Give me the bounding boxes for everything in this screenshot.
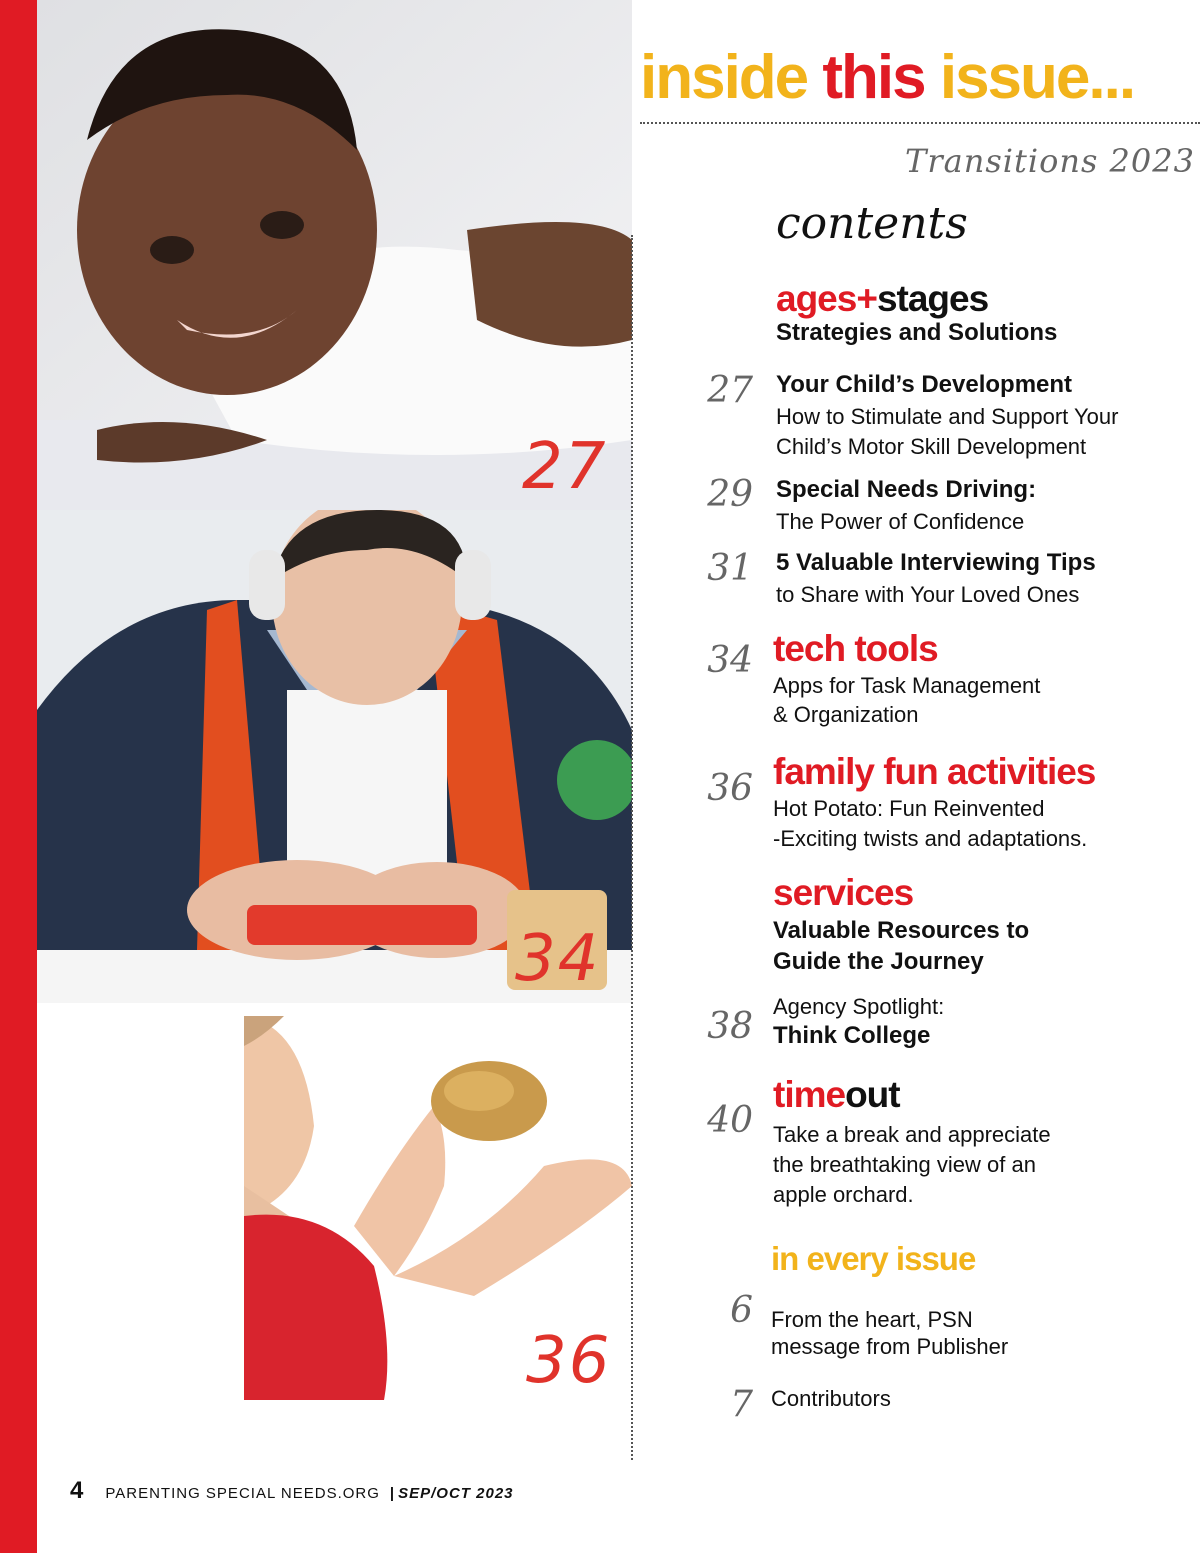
section-heading-timeout[interactable]	[773, 1074, 900, 1116]
article-title[interactable]: Your Child’s Development	[776, 371, 1073, 398]
article-title[interactable]: From the heart, PSN	[771, 1307, 973, 1332]
heading-red-part: services	[773, 872, 914, 913]
heading-red-part: time	[773, 1074, 846, 1115]
smiling-baby-photo	[37, 0, 632, 510]
title-part-this: this	[822, 43, 940, 112]
section-heading-tech-tools[interactable]	[773, 628, 938, 670]
page-number: 7	[730, 1384, 753, 1425]
girl-tossing-potato-photo	[244, 1016, 632, 1400]
footer-date: SEP/OCT 2023	[398, 1485, 514, 1502]
article-description: Agency Spotlight:	[773, 994, 945, 1019]
section-description: Hot Potato: Fun Reinvented	[773, 796, 1045, 821]
section-heading-ages-stages	[776, 278, 988, 320]
footer-site: PARENTING SPECIAL NEEDS.ORG	[105, 1485, 380, 1502]
section-description: & Organization	[773, 702, 919, 727]
photo-page-number: 27	[522, 430, 608, 504]
section-heading-every-issue: in every issue	[771, 1240, 976, 1277]
photo-page-number: 36	[526, 1324, 612, 1398]
page-number: 34	[707, 640, 753, 681]
section-subtitle: Valuable Resources to	[773, 917, 1030, 944]
heading-red-part: family fun activities	[773, 751, 1096, 792]
title-part-inside: inside	[640, 43, 823, 112]
section-description: apple orchard.	[773, 1182, 914, 1207]
article-description: The Power of Confidence	[776, 509, 1025, 534]
article-title[interactable]: Contributors	[771, 1386, 891, 1411]
article-description: message from Publisher	[771, 1334, 1009, 1359]
vertical-dotted-divider	[631, 235, 633, 1460]
article-description: to Share with Your Loved Ones	[776, 582, 1080, 607]
heading-black-part: out	[845, 1074, 900, 1115]
page-number: 6	[730, 1290, 753, 1331]
section-subtitle: Strategies and Solutions	[776, 319, 1058, 346]
article-description: How to Stimulate and Support Your	[776, 404, 1119, 429]
horizontal-dotted-divider	[640, 122, 1200, 124]
heading-red-part: ages+	[776, 278, 877, 319]
issue-name: Transitions 2023	[905, 142, 1195, 180]
article-title[interactable]: 5 Valuable Interviewing Tips	[776, 549, 1096, 576]
section-description: the breathtaking view of an	[773, 1152, 1036, 1177]
footer-page-number: 4	[70, 1477, 84, 1504]
red-side-bar	[0, 0, 37, 1553]
heading-red-part: tech tools	[773, 628, 938, 669]
page-number: 31	[707, 548, 753, 589]
section-heading-services[interactable]	[773, 872, 913, 914]
page-number: 29	[707, 474, 753, 515]
article-title[interactable]: Special Needs Driving:	[776, 476, 1037, 503]
teen-with-headphones-photo	[37, 510, 632, 1003]
section-description: -Exciting twists and adaptations.	[773, 826, 1088, 851]
section-heading-family-fun[interactable]	[773, 751, 1095, 793]
page-title	[640, 42, 1134, 113]
page-footer	[70, 1477, 514, 1505]
heading-black-part: stages	[876, 278, 989, 319]
page-number: 36	[707, 768, 753, 809]
section-description: Take a break and appreciate	[773, 1122, 1051, 1147]
page-number: 27	[707, 370, 753, 411]
page-number: 38	[707, 1006, 753, 1047]
section-description: Apps for Task Management	[773, 673, 1041, 698]
article-description: Child’s Motor Skill Development	[776, 434, 1087, 459]
photo-page-number: 34	[515, 922, 601, 996]
title-part-issue: issue...	[939, 43, 1135, 112]
article-title[interactable]: Think College	[773, 1022, 931, 1049]
contents-label: contents	[776, 198, 968, 249]
page-number: 40	[707, 1100, 753, 1141]
section-subtitle: Guide the Journey	[773, 948, 984, 975]
footer-separator: |	[389, 1485, 395, 1502]
